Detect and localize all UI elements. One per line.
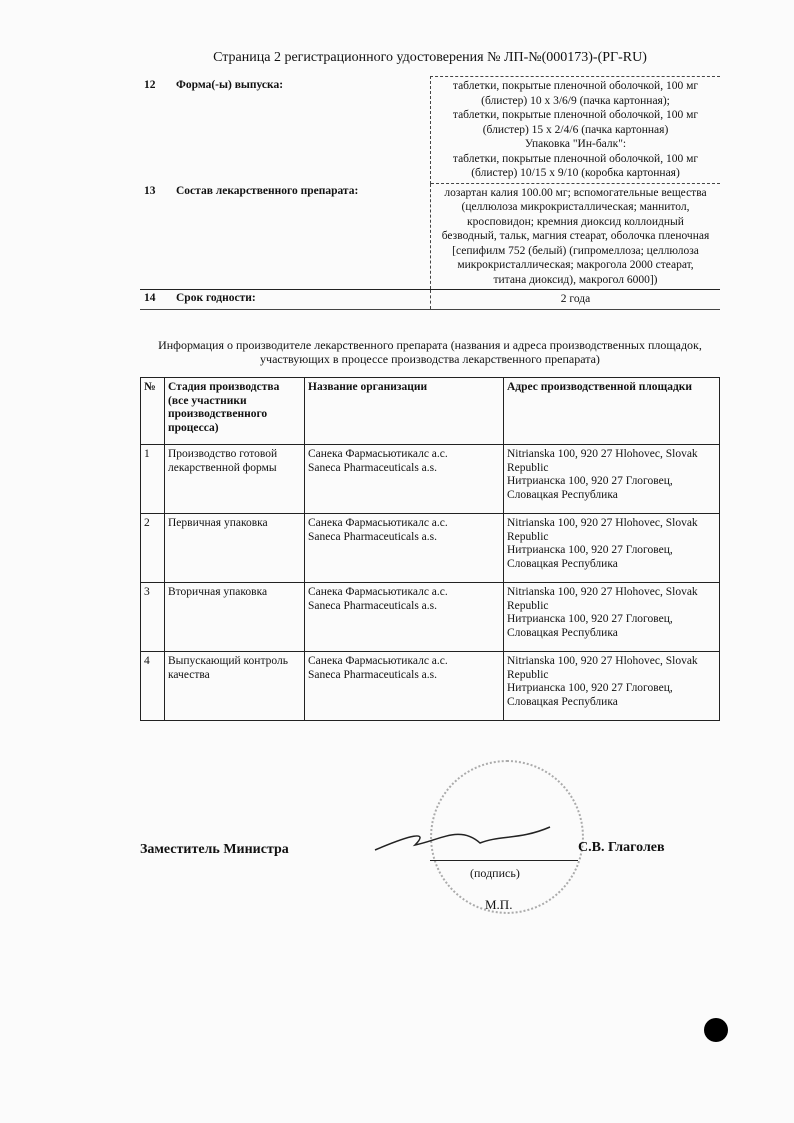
row-stage: Выпускающий контроль качества: [165, 652, 305, 721]
section-value: [431, 290, 721, 310]
row-stage: Производство готовой лекарственной формы: [165, 445, 305, 514]
org-ru: Санека Фармасьютикалс а.с.: [308, 655, 448, 667]
value-line: таблетки, покрытые пленочной оболочкой, 100 мг: [452, 80, 699, 92]
address-en: Nitrianska 100, 920 27 Hlohovec, Slovak Republic: [507, 517, 698, 543]
address-ru: Нитрианска 100, 920 27 Глоговец, Словацкая Республика: [507, 475, 673, 501]
row-number: 2: [141, 514, 165, 583]
signature-caption: (подпись): [470, 866, 520, 880]
row-stage: Первичная упаковка: [165, 514, 305, 583]
address-ru: Нитрианска 100, 920 27 Глоговец, Словацкая Республика: [507, 544, 673, 570]
signatory-name: С.В. Глаголев: [578, 840, 665, 855]
value-line: титана диоксид), макрогол 6000]): [493, 273, 658, 286]
org-en: Saneca Pharmaceuticals a.s.: [308, 599, 437, 612]
value-line: (блистер) 10/15 x 9/10 (коробка картонная): [471, 167, 680, 179]
value-line: безводный, тальк, магния стеарат, оболочка пленочная: [441, 230, 710, 242]
header-number: №: [141, 378, 165, 445]
seal-label: М.П.: [485, 897, 513, 912]
org-en: Saneca Pharmaceuticals a.s.: [308, 668, 437, 681]
org-ru: Санека Фармасьютикалс а.с.: [308, 586, 448, 598]
value-line: [сепифилм 752 (белый) (гипромеллоза; целлюлоза: [452, 244, 699, 257]
section-value: [431, 183, 721, 290]
row-address: [504, 514, 720, 583]
signature-mark: [370, 815, 570, 865]
value-line: кросповидон; кремния диоксид коллоидный: [467, 215, 684, 228]
page-title: Страница 2 регистрационного удостоверения № ЛП-№(000173)-(РГ-RU): [213, 50, 647, 65]
section-number: 14: [140, 290, 172, 310]
intro-line: участвующих в процессе производства лекарственного препарата): [260, 352, 600, 366]
address-ru: Нитрианска 100, 920 27 Глоговец, Словацкая Республика: [507, 613, 673, 639]
scan-mark: [704, 1018, 728, 1042]
table-row: [141, 583, 720, 652]
row-number: 1: [141, 445, 165, 514]
intro-line: Информация о производителе лекарственного препарата (названия и адреса производственных площадок,: [158, 338, 702, 352]
header-organization: Название организации: [305, 378, 504, 445]
value-line: (блистер) 10 x 3/6/9 (пачка картонная);: [481, 94, 670, 107]
row-address: [504, 652, 720, 721]
value-line: микрокристаллическая; макрогола 2000 стеарат,: [457, 259, 694, 271]
value-line: таблетки, покрытые пленочной оболочкой, 100 мг: [452, 109, 699, 121]
table-row: [141, 652, 720, 721]
registration-details-table: [140, 76, 720, 310]
section-number: 13: [144, 185, 156, 197]
manufacturer-intro: [130, 338, 730, 366]
section-row: [140, 77, 720, 184]
section-row: [140, 183, 720, 290]
org-en: Saneca Pharmaceuticals a.s.: [308, 530, 437, 543]
section-label: Форма(-ы) выпуска:: [176, 78, 284, 91]
signatory-position: Заместитель Министра: [140, 842, 289, 857]
value-line: лозартан калия 100.00 мг; вспомогательные вещества: [444, 186, 707, 199]
table-header-row: [141, 378, 720, 445]
section-label: Срок годности:: [172, 290, 431, 310]
address-ru: Нитрианска 100, 920 27 Глоговец, Словацкая Республика: [507, 682, 673, 708]
manufacturer-table: [140, 377, 720, 721]
row-organization: [305, 445, 504, 514]
org-ru: Санека Фармасьютикалс а.с.: [308, 517, 448, 529]
address-en: Nitrianska 100, 920 27 Hlohovec, Slovak Republic: [507, 448, 698, 474]
table-row: [141, 514, 720, 583]
value-line: таблетки, покрытые пленочной оболочкой, 100 мг: [452, 152, 699, 165]
address-en: Nitrianska 100, 920 27 Hlohovec, Slovak Republic: [507, 655, 698, 681]
value-line: (блистер) 15 x 2/4/6 (пачка картонная): [482, 123, 669, 136]
section-number: 12: [144, 78, 156, 91]
signature-line: [430, 860, 578, 861]
value-line: 2 года: [560, 293, 591, 305]
org-ru: Санека Фармасьютикалс а.с.: [308, 448, 448, 460]
table-row: [141, 445, 720, 514]
row-number: 4: [141, 652, 165, 721]
section-label: Состав лекарственного препарата:: [176, 185, 359, 197]
section-value: [431, 77, 721, 184]
row-stage: Вторичная упаковка: [165, 583, 305, 652]
row-address: [504, 445, 720, 514]
section-row: [140, 290, 720, 310]
row-organization: [305, 652, 504, 721]
header-address: Адрес производственной площадки: [504, 378, 720, 445]
header-stage: Стадия производства (все участники производственного процесса): [165, 378, 305, 445]
row-organization: [305, 583, 504, 652]
value-line: (целлюлоза микрокристаллическая; маннитол,: [461, 201, 690, 213]
org-en: Saneca Pharmaceuticals a.s.: [308, 461, 437, 474]
row-number: 3: [141, 583, 165, 652]
row-address: [504, 583, 720, 652]
row-organization: [305, 514, 504, 583]
value-line: Упаковка "Ин-балк":: [524, 138, 627, 150]
address-en: Nitrianska 100, 920 27 Hlohovec, Slovak Republic: [507, 586, 698, 612]
